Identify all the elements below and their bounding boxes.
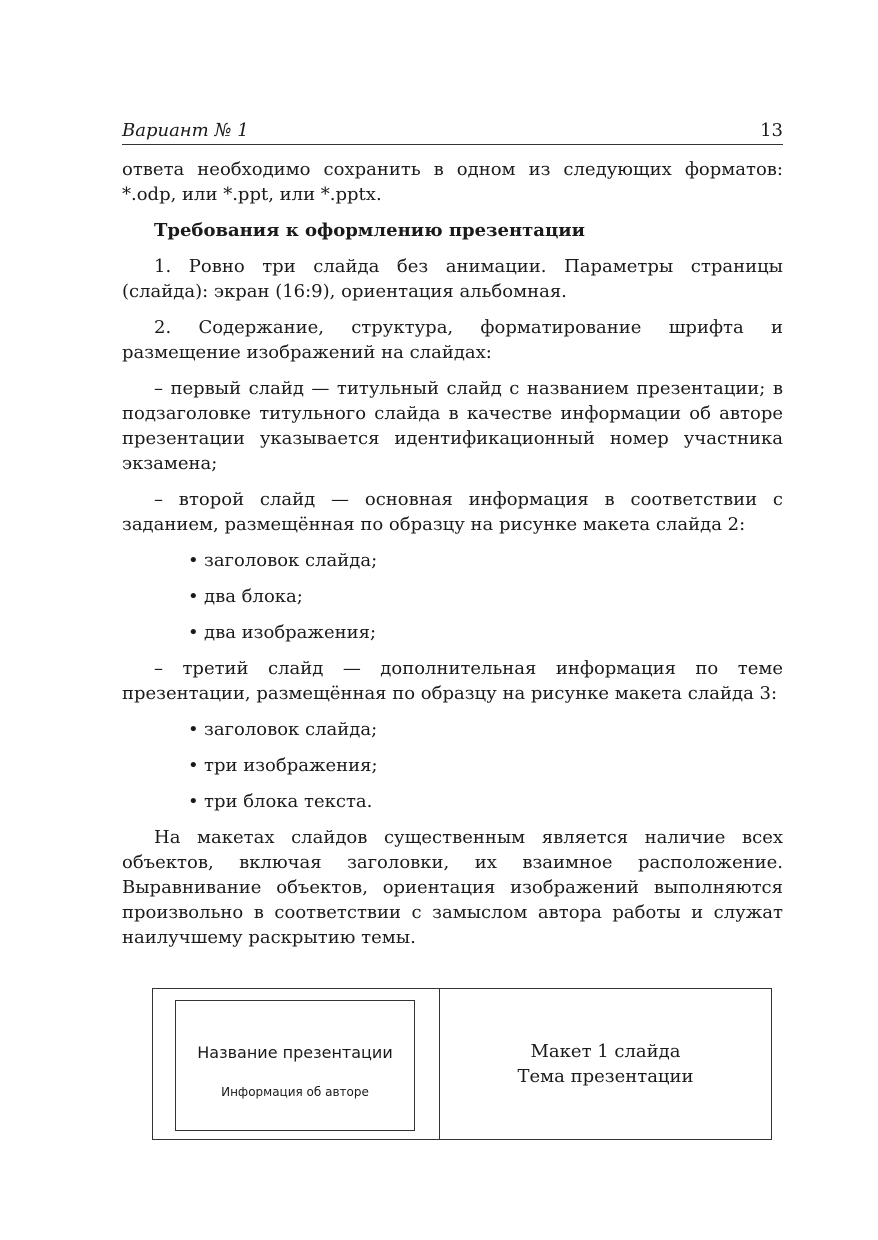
figure-caption-line-1: Макет 1 слайда [530, 1041, 681, 1062]
variant-title: Вариант № 1 [122, 120, 249, 141]
page-number: 13 [760, 120, 783, 141]
slide-2-list [122, 548, 783, 645]
page-body [122, 120, 783, 961]
paragraph-requirement-1: 1. Ровно три слайда без анимации. Параметры страницы (слайда): экран (16:9), ориентация альбомная. [122, 256, 783, 302]
list-item: • два изображения; [188, 622, 377, 643]
paragraph-format: ответа необходимо сохранить в одном из следующих форматов: *.odp, или *.ppt, или *.pptx. [122, 159, 783, 205]
section-heading: Требования к оформлению презентации [154, 220, 585, 241]
paragraph-layout-note: На макетах слайдов существенным является наличие всех объектов, включая заголовки, их взаимное расположение. Выравнивание объектов, ориентация изображений выполняются произвольно в соответствии с замыслом автора работы и служат наилучшему раскрытию темы. [122, 827, 783, 948]
figure-caption-line-2: Тема презентации [517, 1066, 694, 1087]
figure-caption-cell [440, 989, 771, 1139]
slide-3-list [122, 717, 783, 814]
list-item: • три изображения; [188, 755, 378, 776]
bullet-icon: • [188, 550, 199, 571]
document-content [122, 157, 783, 950]
bullet-icon: • [188, 719, 199, 740]
slide-mockup-title: Название презентации [197, 1043, 393, 1062]
slide-mockup [175, 1000, 415, 1131]
bullet-icon: • [188, 791, 199, 812]
paragraph-slide-3: – третий слайд — дополнительная информация по теме презентации, размещённая по образцу на рисунке макета слайда 3: [122, 658, 783, 704]
paragraph-slide-1: – первый слайд — титульный слайд с названием презентации; в подзаголовке титульного слайда в качестве информации об авторе презентации указывается идентификационный номер участника экзамена; [122, 378, 783, 474]
list-item: • заголовок слайда; [188, 550, 378, 571]
running-header [122, 120, 783, 145]
list-item: • заголовок слайда; [188, 719, 378, 740]
list-item: • два блока; [188, 586, 303, 607]
list-item: • три блока текста. [188, 791, 373, 812]
paragraph-requirement-2: 2. Содержание, структура, форматирование шрифта и размещение изображений на слайдах: [122, 317, 783, 363]
bullet-icon: • [188, 586, 199, 607]
slide-mockup-subtitle: Информация об авторе [221, 1085, 369, 1099]
bullet-icon: • [188, 622, 199, 643]
bullet-icon: • [188, 755, 199, 776]
figure-left-cell [153, 989, 440, 1139]
paragraph-slide-2: – второй слайд — основная информация в соответствии с заданием, размещённая по образцу на рисунке макета слайда 2: [122, 489, 783, 535]
slide-1-layout-figure [152, 988, 772, 1140]
